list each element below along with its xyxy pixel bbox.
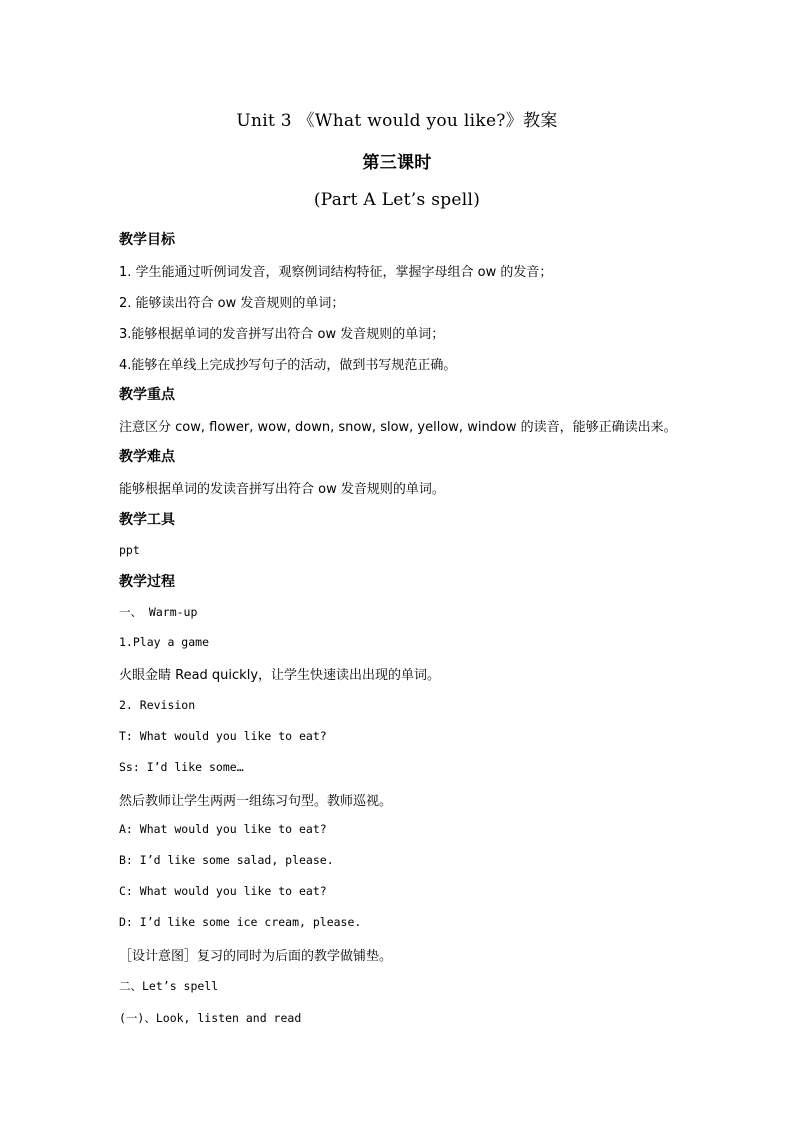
difficult-points-text: 能够根据单词的发读音拼写出符合 ow 发音规则的单词。 xyxy=(119,482,445,497)
goal-item-4: 4.能够在单线上完成抄写句子的活动，做到书写规范正确。 xyxy=(119,358,457,373)
dialog-line-ss: Ss: I’d like some… xyxy=(119,760,244,774)
step-lets-spell: 二、Let’s spell xyxy=(119,979,219,993)
document-title: Unit 3 《What would you like?》教案 xyxy=(236,111,558,131)
step-play-game-desc: 火眼金睛 Read quickly，让学生快速读出出现的单词。 xyxy=(119,668,441,683)
pair-practice-text: 然后教师让学生两两一组练习句型。教师巡视。 xyxy=(119,794,393,809)
tools-text: ppt xyxy=(119,543,140,557)
goal-item-1: 1. 学生能通过听例词发音，观察例词结构特征，掌握字母组合 ow 的发音； xyxy=(119,265,553,280)
lesson-part: (Part A Let’s spell) xyxy=(313,190,481,210)
dialog-line-b: B: I’d like some salad, please. xyxy=(119,853,334,867)
goal-item-2: 2. 能够读出符合 ow 发音规则的单词； xyxy=(119,296,345,311)
dialog-line-c: C: What would you like to eat? xyxy=(119,884,327,898)
step-look-listen-read: (一)、Look, listen and read xyxy=(119,1011,302,1025)
goal-item-3: 3.能够根据单词的发音拼写出符合 ow 发音规则的单词； xyxy=(119,327,445,342)
key-points-text: 注意区分 cow, flower, wow, down, snow, slow, yellow, window 的读音，能够正确读出来。 xyxy=(119,420,677,435)
key-points-heading: 教学重点 xyxy=(119,387,175,403)
step-play-game: 1.Play a game xyxy=(119,635,210,649)
process-heading: 教学过程 xyxy=(119,574,175,590)
step-revision: 2. Revision xyxy=(119,698,196,712)
dialog-line-d: D: I’d like some ice cream, please. xyxy=(119,915,362,929)
goals-heading: 教学目标 xyxy=(119,232,175,248)
difficult-points-heading: 教学难点 xyxy=(119,449,175,465)
tools-heading: 教学工具 xyxy=(119,512,175,528)
dialog-line-t: T: What would you like to eat? xyxy=(119,729,327,743)
design-intent-text: ［设计意图］复习的同时为后面的教学做铺垫。 xyxy=(119,949,393,964)
step-warm-up: 一、 Warm-up xyxy=(119,605,198,619)
dialog-line-a: A: What would you like to eat? xyxy=(119,822,327,836)
lesson-number: 第三课时 xyxy=(362,153,432,173)
